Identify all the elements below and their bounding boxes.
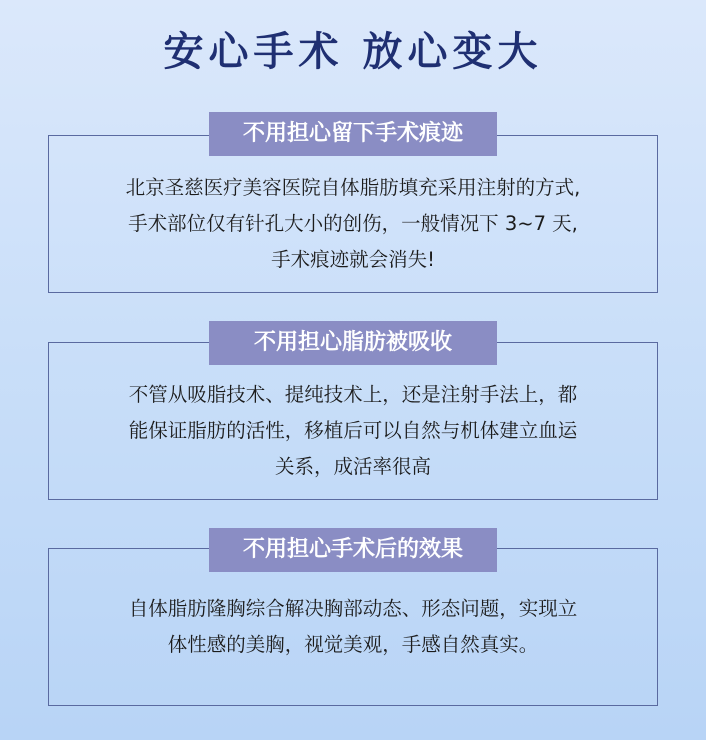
section-card-absorption xyxy=(48,330,658,500)
body-line: 关系，成活率很高 xyxy=(274,455,431,478)
section-header-absorption: 不用担心脂肪被吸收 xyxy=(209,321,497,365)
section-header-scar: 不用担心留下手术痕迹 xyxy=(209,112,497,156)
body-line: 北京圣慈医疗美容医院自体脂肪填充采用注射的方式, xyxy=(125,176,581,199)
page-title: 安心手术 放心变大 xyxy=(163,29,543,75)
section-body-scar xyxy=(61,170,645,278)
body-line: 自体脂肪隆胸综合解决胸部动态、形态问题，实现立 xyxy=(128,597,578,620)
section-card-results xyxy=(48,537,658,706)
body-line: 不管从吸脂技术、提纯技术上，还是注射手法上，都 xyxy=(128,383,578,406)
body-line: 手术部位仅有针孔大小的创伤，一般情况下 3~7 天, xyxy=(128,212,578,235)
section-header-results: 不用担心手术后的效果 xyxy=(209,528,497,572)
body-line: 手术痕迹就会消失! xyxy=(271,248,435,271)
section-body-absorption xyxy=(61,377,645,485)
section-body-results xyxy=(61,591,645,663)
section-card-scar xyxy=(48,121,658,293)
body-line: 能保证脂肪的活性，移植后可以自然与机体建立血运 xyxy=(128,419,578,442)
body-line: 体性感的美胸，视觉美观，手感自然真实。 xyxy=(167,633,539,656)
